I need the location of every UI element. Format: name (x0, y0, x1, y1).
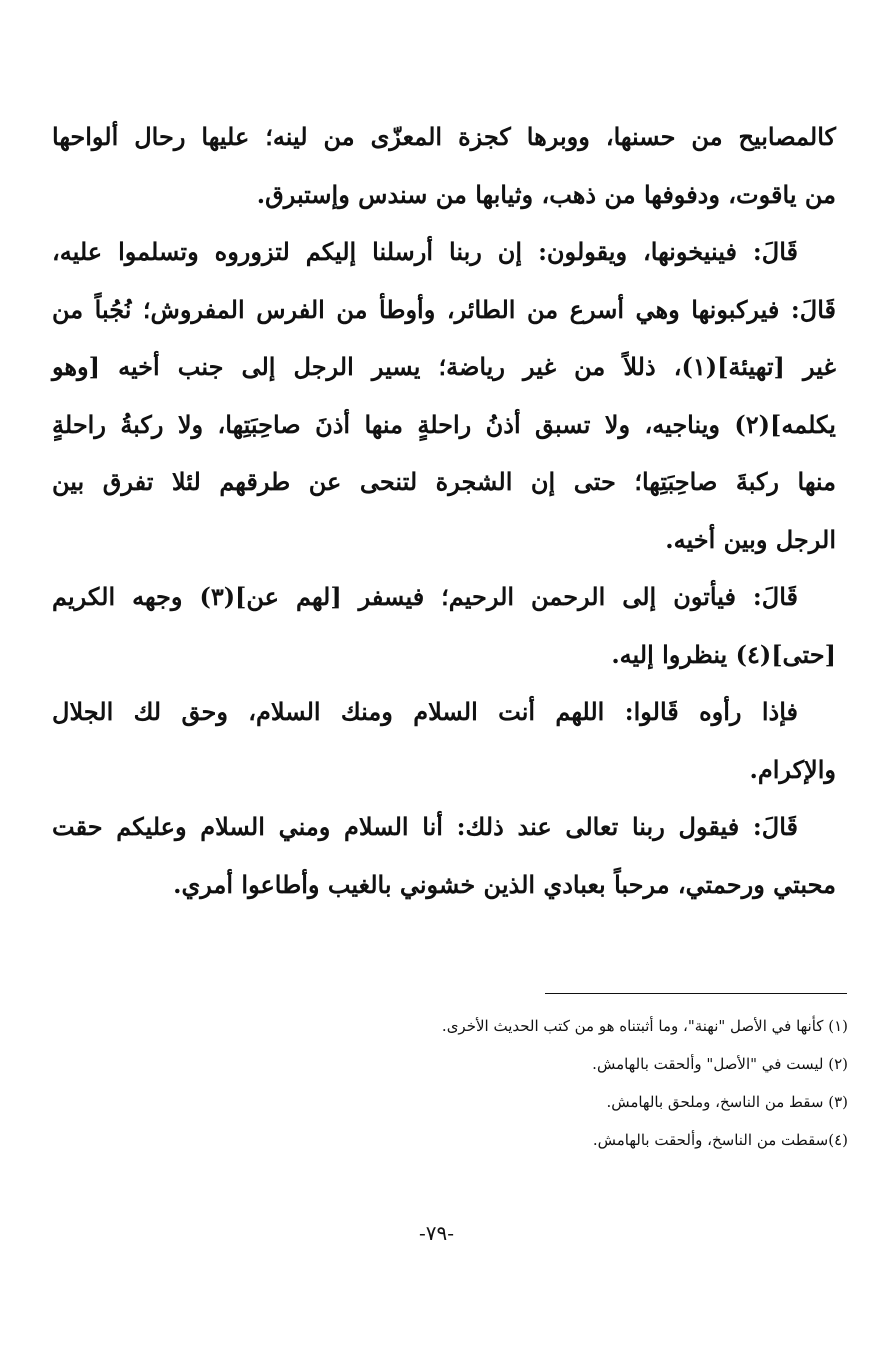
text-line: قَالَ: فينيخونها، ويقولون: إن ربنا أرسلنا إليكم لتزوروه وتسلموا عليه، (52, 237, 798, 266)
text-line: قَالَ: فيأتون إلى الرحمن الرحيم؛ فيسفر [لهم عن](٣) وجهه الكريم (52, 582, 798, 611)
text-line: الرجل وبين أخيه. (665, 524, 836, 554)
text-line: كالمصابيح من حسنها، ووبرها كجزة المعزّى من لينه؛ عليها رحال ألواحها (52, 122, 836, 151)
text-line: غير [تهيئة](١)، ذللاً من غير رياضة؛ يسير الرجل إلى جنب أخيه [وهو (52, 352, 836, 381)
page-number: -٧٩- (418, 1221, 454, 1245)
footnote-1: (١) كأنها في الأصل "نهنة"، وما أثبتناه هو من كتب الحديث الأخرى. (441, 1017, 848, 1035)
text-line: يكلمه](٢) ويناجيه، ولا تسبق أذنُ راحلةٍ منها أذنَ صاحِبَتِها، ولا ركبةُ راحلةٍ (52, 409, 836, 439)
text-line: منها ركبةَ صاحِبَتِها؛ حتى إن الشجرة لتنحى عن طرقهم لئلا تفرق بين (52, 467, 836, 496)
footnotes (300, 1011, 848, 1163)
footnote-3: (٣) سقط من الناسخ، وملحق بالهامش. (606, 1093, 848, 1111)
text-line: قَالَ: فيقول ربنا تعالى عند ذلك: أنا السلام ومني السلام وعليكم حقت (52, 812, 799, 841)
text-line: محبتي ورحمتي، مرحباً بعبادي الذين خشوني بالغيب وأطاعوا أمري. (173, 869, 836, 899)
text-line: [حتى](٤) ينظروا إليه. (611, 639, 836, 669)
text-line: والإكرام. (749, 754, 836, 784)
text-line: من ياقوت، ودفوفها من ذهب، وثيابها من سندس وإستبرق. (256, 179, 836, 209)
footnote-separator (545, 993, 847, 994)
main-text-block (52, 108, 836, 913)
footnote-4: (٤)سقطت من الناسخ، وألحقت بالهامش. (592, 1131, 848, 1149)
text-line: فإذا رأوه قَالوا: اللهم أنت السلام ومنك السلام، وحق لك الجلال (52, 697, 798, 726)
footnote-2: (٢) ليست في "الأصل" وألحقت بالهامش. (592, 1055, 848, 1073)
text-line: قَالَ: فيركبونها وهي أسرع من الطائر، وأوطأ من الفرس المفروش؛ نُجُباً من (52, 294, 836, 324)
